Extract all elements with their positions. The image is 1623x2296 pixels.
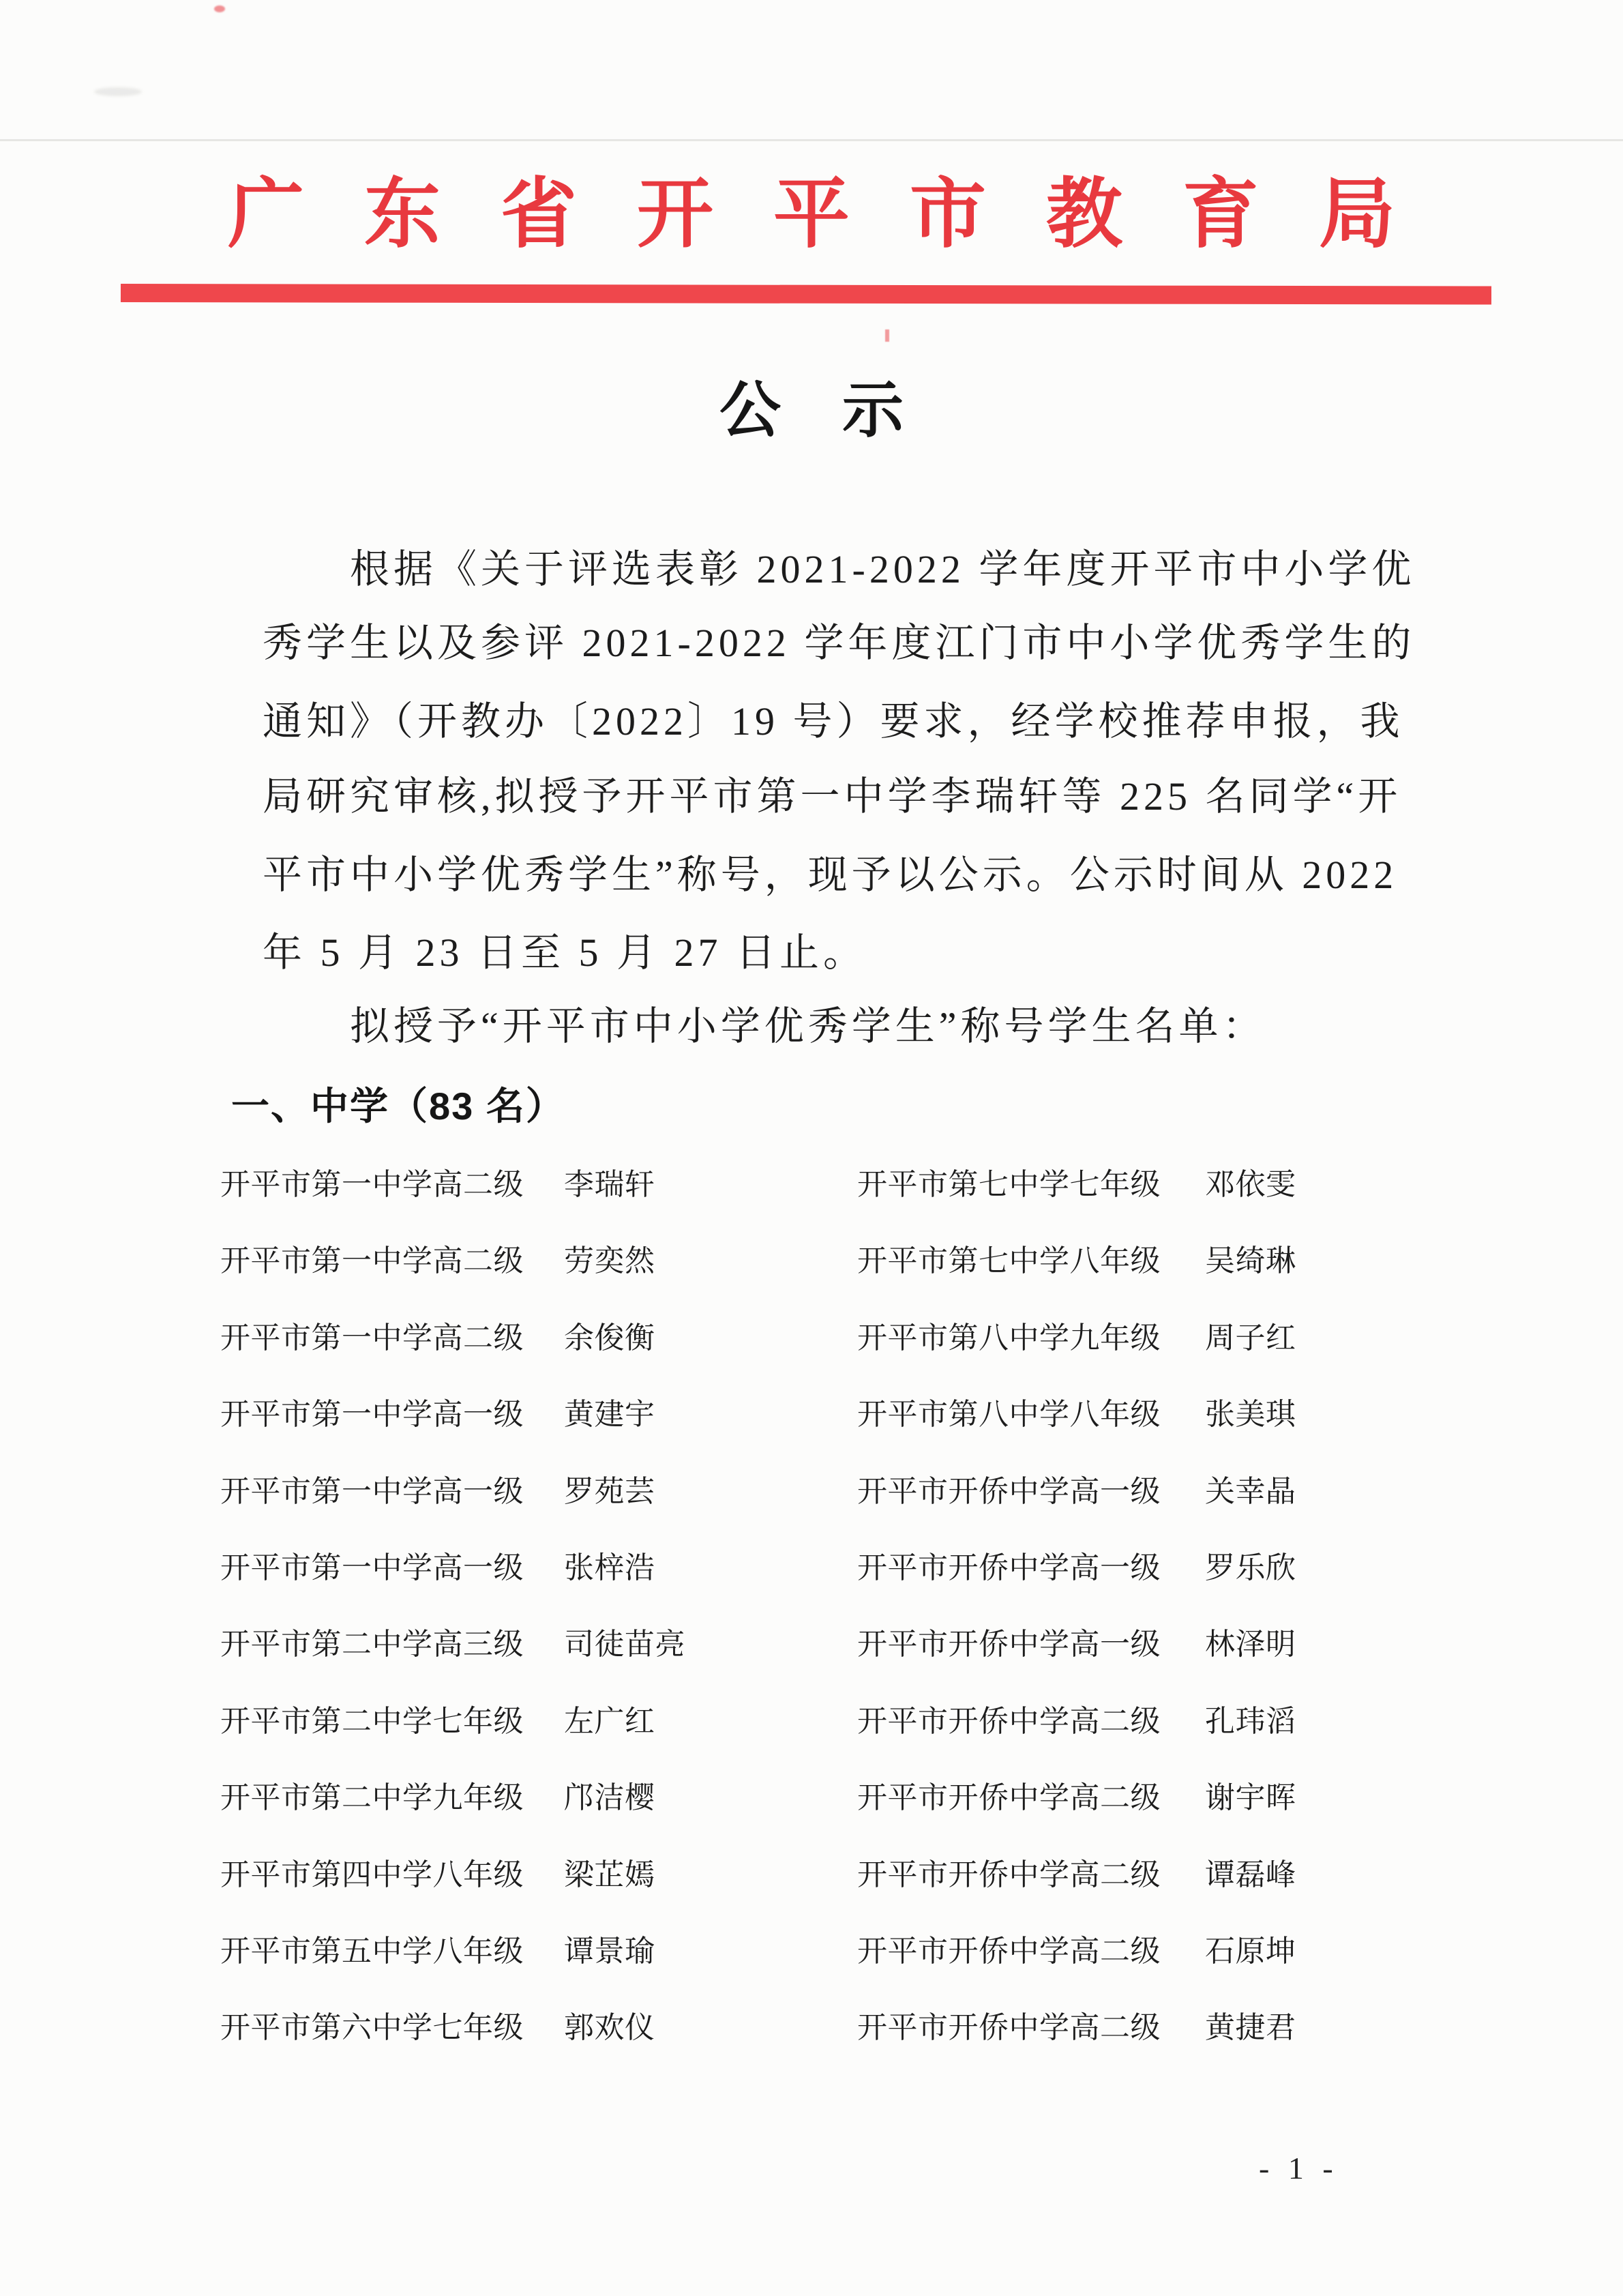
student-school-grade: 开平市开侨中学高一级 [857,1551,1161,1585]
student-school-grade: 开平市第二中学七年级 [220,1705,524,1738]
student-name: 关幸晶 [1205,1475,1296,1508]
paragraph-line-5: 平市中小学优秀学生”称号，现予以公示。公示时间从 2022 [263,853,1398,897]
student-name: 余俊衡 [564,1321,655,1355]
student-roster-right-column [857,1160,1498,2060]
student-school-grade: 开平市第一中学高二级 [220,1321,524,1355]
student-school-grade: 开平市开侨中学高二级 [857,1858,1161,1892]
student-name: 吴绮琳 [1205,1244,1296,1278]
paragraph-line-4: 局研究审核,拟授予开平市第一中学李瑞轩等 225 名同学“开 [263,774,1402,819]
notice-title: 公 示 [719,377,904,445]
student-row [220,1543,655,1585]
scan-artifact-red-tick [885,329,889,342]
student-school-grade: 开平市第一中学高二级 [220,1168,524,1201]
student-school-grade: 开平市第七中学八年级 [857,1244,1161,1278]
student-school-grade: 开平市开侨中学高二级 [857,1934,1161,1968]
student-row [220,1926,655,1968]
scan-artifact-line [0,139,1623,141]
student-row [857,1850,1296,1892]
student-name: 郭欢仪 [564,2011,655,2044]
student-row [220,1696,655,1738]
student-row [220,1313,655,1355]
student-school-grade: 开平市第六中学七年级 [220,2011,524,2044]
student-school-grade: 开平市第八中学八年级 [857,1398,1161,1431]
student-school-grade: 开平市第四中学八年级 [220,1858,524,1892]
scan-artifact-red-speck [214,5,225,12]
student-row [857,1389,1296,1431]
student-row [220,1467,655,1508]
student-school-grade: 开平市第一中学高一级 [220,1551,524,1585]
student-school-grade: 开平市第二中学高三级 [220,1628,524,1661]
agency-letterhead-title: 广东省开平市教育局 [228,173,1455,257]
student-name: 谭景瑜 [564,1934,655,1968]
student-school-grade: 开平市第一中学高一级 [220,1475,524,1508]
student-name: 司徒苗亮 [564,1628,685,1661]
student-row [857,1926,1296,1968]
student-row [857,1467,1296,1508]
student-row [220,1389,655,1431]
student-name: 梁芷嫣 [564,1858,655,1892]
student-row [220,1236,655,1278]
student-name: 左广红 [564,1705,655,1738]
student-name: 劳奕然 [564,1244,655,1278]
student-school-grade: 开平市开侨中学高二级 [857,1781,1161,1814]
student-name: 石原坤 [1205,1934,1296,1968]
student-school-grade: 开平市第八中学九年级 [857,1321,1161,1355]
student-row [857,1543,1296,1585]
student-name: 谢宇晖 [1205,1781,1296,1814]
paragraph-line-2: 秀学生以及参评 2021-2022 学年度江门市中小学优秀学生的 [263,621,1416,665]
student-name: 周子红 [1205,1321,1296,1355]
letterhead-red-divider [121,284,1491,305]
student-school-grade: 开平市第二中学九年级 [220,1781,524,1814]
student-school-grade: 开平市开侨中学高二级 [857,1705,1161,1738]
student-school-grade: 开平市第一中学高二级 [220,1244,524,1278]
student-roster-left-column [220,1160,861,2060]
student-name: 罗乐欣 [1205,1551,1296,1585]
student-row [220,1850,655,1892]
student-name: 张梓浩 [564,1551,655,1585]
student-name: 林泽明 [1205,1628,1296,1661]
student-name: 罗苑芸 [564,1475,655,1508]
student-school-grade: 开平市开侨中学高一级 [857,1628,1161,1661]
student-school-grade: 开平市开侨中学高一级 [857,1475,1161,1508]
student-name: 黄建宇 [564,1398,655,1431]
student-row [857,1619,1296,1661]
page-number: - 1 - [1259,2151,1339,2185]
student-school-grade: 开平市开侨中学高二级 [857,2011,1161,2044]
student-name: 谭磊峰 [1205,1858,1296,1892]
paragraph-line-6: 年 5 月 23 日至 5 月 27 日止。 [263,930,867,975]
paragraph-line-3: 通知》（开教办〔2022〕19 号）要求，经学校推荐申报，我 [263,699,1404,744]
scan-artifact-smudge [94,87,142,96]
student-name: 孔玮滔 [1205,1705,1296,1738]
list-intro-line: 拟授予“开平市中小学优秀学生”称号学生名单： [350,1004,1266,1048]
student-row [857,1313,1296,1355]
student-row [857,1160,1296,1201]
student-row [857,1696,1296,1738]
student-name: 邓依雯 [1205,1168,1296,1201]
student-row [220,1619,685,1661]
student-row [857,2003,1296,2044]
student-name: 邝洁樱 [564,1781,655,1814]
student-name: 张美琪 [1205,1398,1296,1431]
student-school-grade: 开平市第一中学高一级 [220,1398,524,1431]
student-school-grade: 开平市第五中学八年级 [220,1934,524,1968]
student-name: 李瑞轩 [564,1168,655,1201]
student-name: 黄捷君 [1205,2011,1296,2044]
section-heading-middle-school: 一、中学（83 名） [231,1085,565,1128]
student-row [857,1773,1296,1814]
student-school-grade: 开平市第七中学七年级 [857,1168,1161,1201]
student-row [857,1236,1296,1278]
student-row [220,1773,655,1814]
paragraph-line-1: 根据《关于评选表彰 2021-2022 学年度开平市中小学优 [350,547,1416,591]
student-row [220,2003,655,2044]
student-row [220,1160,655,1201]
